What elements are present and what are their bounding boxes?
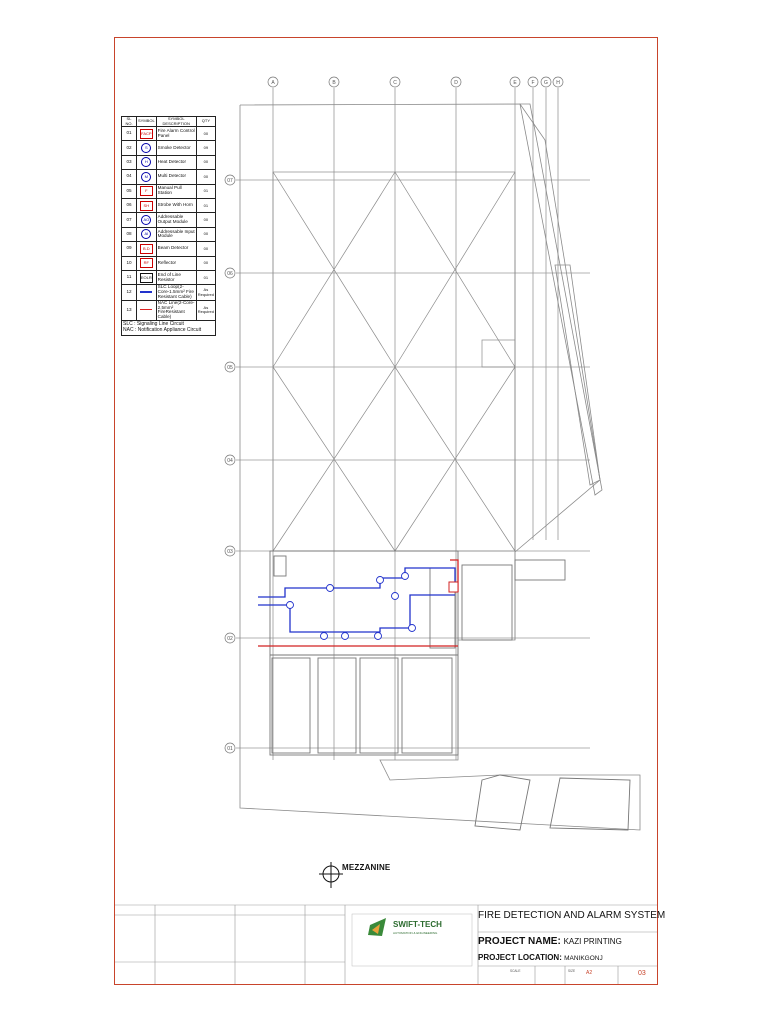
svg-text:H: H xyxy=(556,80,560,86)
legend-row: 04 M Multi Detector 00 xyxy=(122,170,216,184)
heat-detector-icon: H xyxy=(141,157,151,167)
svg-text:B: B xyxy=(332,80,336,86)
scale-label: SCALE xyxy=(510,969,521,973)
drawing-title: FIRE DETECTION AND ALARM SYSTEM xyxy=(478,910,666,921)
svg-text:06: 06 xyxy=(227,271,233,277)
size-value: A2 xyxy=(586,970,593,976)
strobe-horn-icon: SH xyxy=(140,201,153,211)
output-module-icon: AO xyxy=(141,215,151,225)
input-module-icon: AI xyxy=(141,229,151,239)
svg-text:G: G xyxy=(544,80,548,86)
svg-text:01: 01 xyxy=(227,746,233,752)
roof-framing xyxy=(273,172,515,551)
svg-text:04: 04 xyxy=(227,458,233,464)
multi-detector-icon: M xyxy=(141,172,151,182)
size-label: SIZE xyxy=(568,969,576,973)
svg-text:03: 03 xyxy=(227,549,233,555)
eol-resistor-icon: EOLR xyxy=(140,273,153,283)
legend-row: 03 H Heat Detector 00 xyxy=(122,155,216,169)
grid-lines xyxy=(236,88,590,760)
north-arrow-icon xyxy=(319,862,343,888)
legend-row: 12 SLC Loop(2-Core-1.5mm² Fire Resistant Cable) As Required xyxy=(122,285,216,300)
legend-row: 06 SH Strobe With Horn 01 xyxy=(122,198,216,212)
smoke-detector-icon: S xyxy=(141,143,151,153)
legend-row: 09 B.D Beam Detector 00 xyxy=(122,242,216,256)
building-outline xyxy=(240,104,640,830)
legend-notes: SLC : Signaling Line Circuit NAC : Notification Appliance Circuit xyxy=(122,320,216,335)
sheet-label: MEZZANINE xyxy=(342,863,391,872)
rooms xyxy=(270,551,630,830)
facp-icon: FACP xyxy=(140,129,153,139)
svg-text:F: F xyxy=(531,80,535,86)
svg-text:02: 02 xyxy=(227,636,233,642)
legend-row: 07 AO Addressable Output Module 00 xyxy=(122,213,216,227)
nac-line-icon xyxy=(140,309,152,310)
manual-pull-station-icon: F xyxy=(140,186,153,196)
legend-row: 11 EOLR End of Line Resistor 01 xyxy=(122,270,216,284)
legend-row: 13 NAC Line(2-Core-2.5mm² FireResistant Cable) As Required xyxy=(122,300,216,320)
legend-row: 02 S Smoke Detector 09 xyxy=(122,141,216,155)
smoke-detectors xyxy=(287,573,416,640)
symbol-legend-table: SL NO. SYMBOL SYMBOL DESCRIPTION QTY 01 FACP Fire Alarm Control Panel 00 02 S Smoke Detector 09 03 H Heat Detector 00 04 M Multi Detector 00 05 F Manual Pull Station 01 06 SH Strobe With Horn 01 07 AO Addressable Output Module 00 08 AI Addressable Input Module 00 09 B.D Beam Detector 00 10 RF Reflector 00 11 EOLR End of Line Resistor 01 12 SLC Loop(2-Core-1.5mm² Fire Resistant Cable) As Required 13 NAC Line(2-Core-2.5mm² FireResistant Cable) As Required SLC : Signaling Line Circuit NAC : Notification Appliance Circuit xyxy=(121,116,216,336)
slc-loop xyxy=(258,568,455,632)
svg-text:D: D xyxy=(454,80,458,86)
sheet-number: 03 xyxy=(638,970,646,977)
slc-line-icon xyxy=(140,291,152,292)
svg-text:05: 05 xyxy=(227,365,233,371)
svg-text:07: 07 xyxy=(227,178,233,184)
company-name: SWIFT-TECH xyxy=(393,920,442,929)
reflector-icon: RF xyxy=(140,258,153,268)
legend-row: 01 FACP Fire Alarm Control Panel 00 xyxy=(122,127,216,141)
svg-text:E: E xyxy=(513,80,517,86)
company-subtitle: AUTOMATION & ENGINEERING xyxy=(393,931,438,935)
legend-row: 08 AI Addressable Input Module 00 xyxy=(122,227,216,241)
grid-col-a: A xyxy=(271,80,275,86)
svg-text:C: C xyxy=(393,80,397,86)
beam-detector-icon: B.D xyxy=(140,244,153,254)
project-name: PROJECT NAME: KAZI PRINTING xyxy=(478,936,622,947)
legend-row: 10 RF Reflector 00 xyxy=(122,256,216,270)
legend-row: 05 F Manual Pull Station 01 xyxy=(122,184,216,198)
facp-symbol xyxy=(449,582,458,592)
project-location: PROJECT LOCATION: MANIKGONJ xyxy=(478,953,603,962)
